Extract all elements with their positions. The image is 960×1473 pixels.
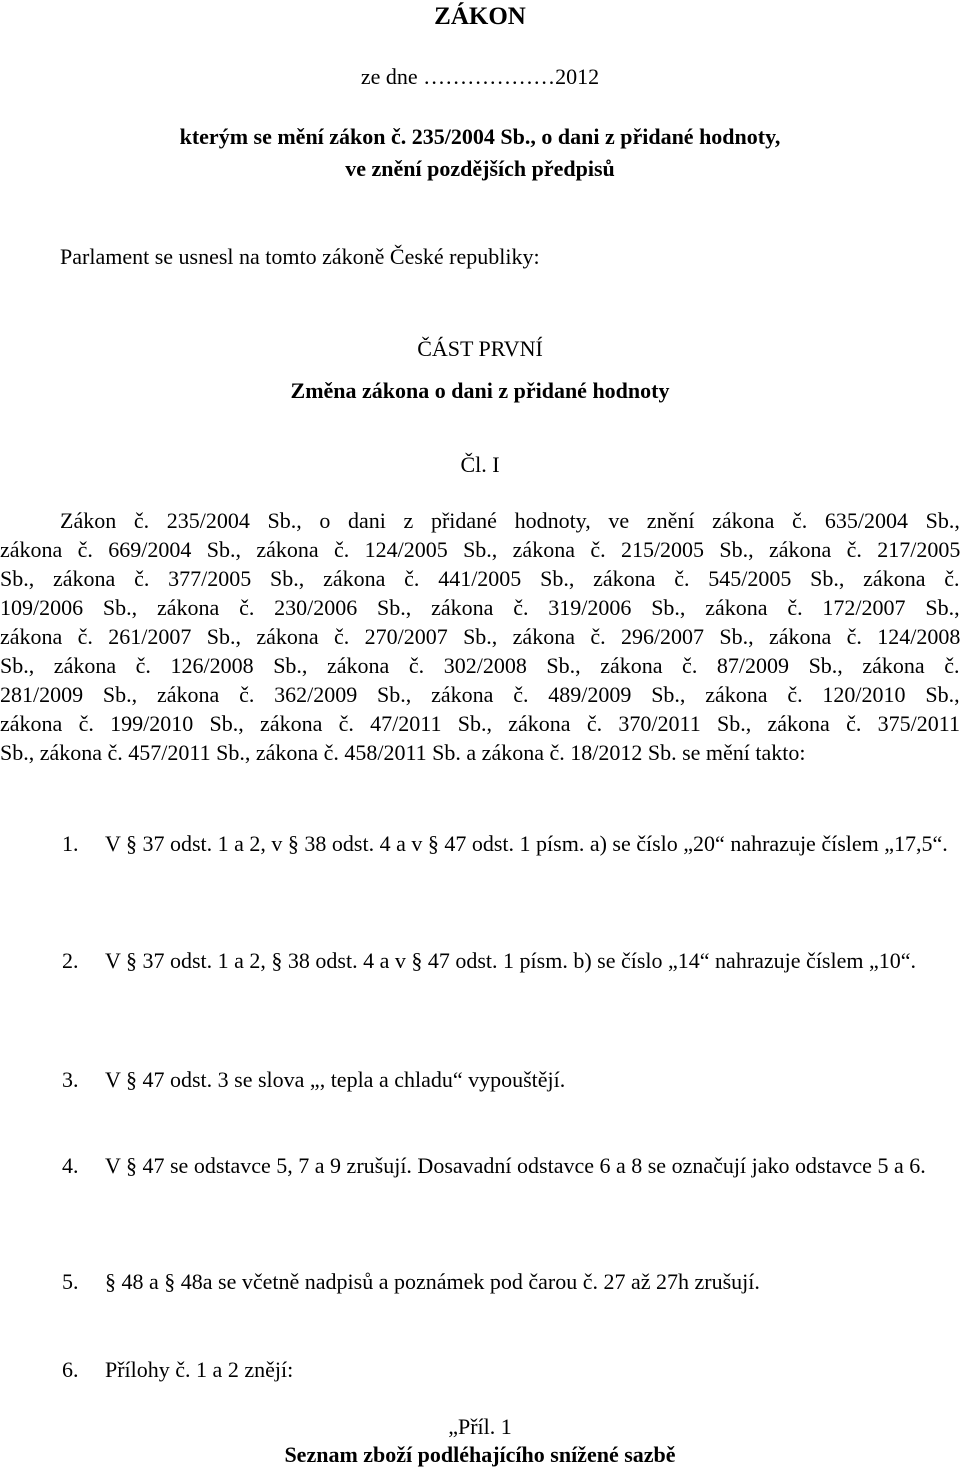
annex-heading: Seznam zboží podléhajícího snížené sazbě xyxy=(284,1442,676,1467)
intro-line: 281/2009 Sb., zákona č. 362/2009 Sb., zákona č. 489/2009 Sb., zákona č. 120/2010 Sb., xyxy=(0,682,960,707)
subject-line-1: kterým se mění zákon č. 235/2004 Sb., o dani z přidané hodnoty, xyxy=(179,124,781,149)
part-heading: Změna zákona o dani z přidané hodnoty xyxy=(290,378,670,403)
subject-line-2: ve znění pozdějších předpisů xyxy=(345,156,615,181)
annex-label: „Příl. 1 xyxy=(448,1414,512,1439)
item-text: § 48 a § 48a se včetně nadpisů a poznámek pod čarou č. 27 až 27h zrušují. xyxy=(105,1269,760,1294)
item-text: V § 47 se odstavce 5, 7 a 9 zrušují. Dosavadní odstavce 6 a 8 se označují jako odstavce 5 a 6. xyxy=(105,1153,926,1178)
article-label: Čl. I xyxy=(460,452,500,477)
item-number: 6. xyxy=(62,1357,79,1382)
item-text: Přílohy č. 1 a 2 znějí: xyxy=(105,1357,294,1382)
item-text: V § 37 odst. 1 a 2, § 38 odst. 4 a v § 47 odst. 1 písm. b) se číslo „14“ nahrazuje číslem „10“. xyxy=(105,948,917,973)
intro-line: zákona č. 199/2010 Sb., zákona č. 47/2011 Sb., zákona č. 370/2011 Sb., zákona č. 375/2011 xyxy=(0,711,960,736)
item-number: 5. xyxy=(62,1269,79,1294)
item-number: 4. xyxy=(62,1153,79,1178)
item-number: 1. xyxy=(62,831,79,856)
preamble: Parlament se usnesl na tomto zákoně České republiky: xyxy=(60,244,540,269)
item-text: V § 47 odst. 3 se slova „, tepla a chladu“ vypouštějí. xyxy=(105,1067,566,1092)
intro-line: Sb., zákona č. 377/2005 Sb., zákona č. 441/2005 Sb., zákona č. 545/2005 Sb., zákona č. xyxy=(0,566,960,591)
date-line: ze dne ………………2012 xyxy=(360,64,600,89)
item-text: V § 37 odst. 1 a 2, v § 38 odst. 4 a v § 47 odst. 1 písm. a) se číslo „20“ nahrazuje číslem „17,5“. xyxy=(105,831,948,856)
intro-line: zákona č. 261/2007 Sb., zákona č. 270/2007 Sb., zákona č. 296/2007 Sb., zákona č. 124/2008 xyxy=(0,624,960,649)
intro-line: 109/2006 Sb., zákona č. 230/2006 Sb., zákona č. 319/2006 Sb., zákona č. 172/2007 Sb., xyxy=(0,595,960,620)
intro-line: Zákon č. 235/2004 Sb., o dani z přidané hodnoty, ve znění zákona č. 635/2004 Sb., xyxy=(60,508,960,533)
intro-line: Sb., zákona č. 126/2008 Sb., zákona č. 302/2008 Sb., zákona č. 87/2009 Sb., zákona č. xyxy=(0,653,960,678)
intro-line: Sb., zákona č. 457/2011 Sb., zákona č. 458/2011 Sb. a zákona č. 18/2012 Sb. se mění takto: xyxy=(0,740,806,765)
intro-line: zákona č. 669/2004 Sb., zákona č. 124/2005 Sb., zákona č. 215/2005 Sb., zákona č. 217/2005 xyxy=(0,537,960,562)
part-label: ČÁST PRVNÍ xyxy=(417,336,543,361)
item-number: 2. xyxy=(62,948,79,973)
item-number: 3. xyxy=(62,1067,79,1092)
document-title: ZÁKON xyxy=(434,3,526,30)
